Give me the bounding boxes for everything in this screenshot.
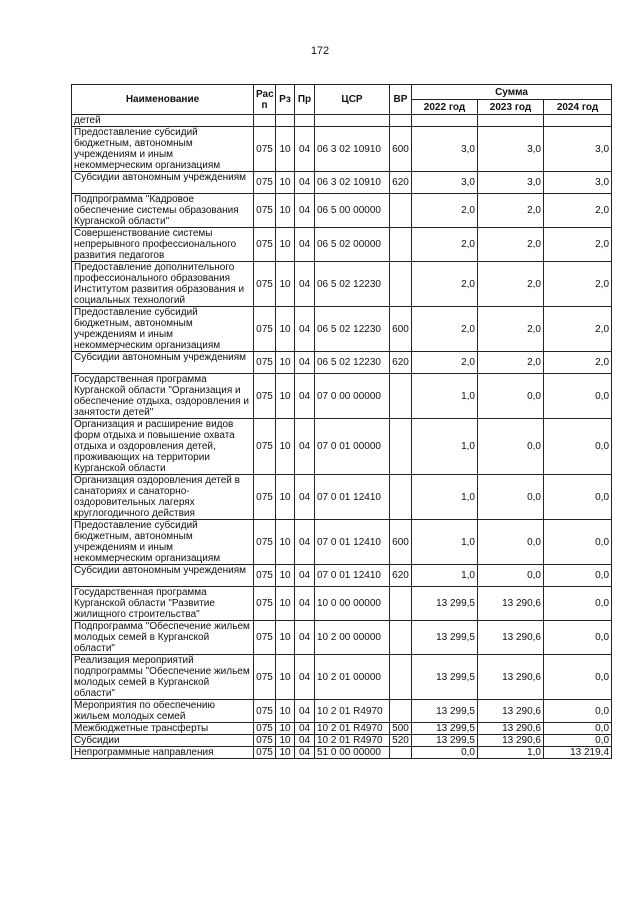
cell-pr: 04: [295, 747, 315, 759]
cell-2024: 0,0: [544, 735, 612, 747]
cell-2023: 13 290,6: [478, 700, 544, 723]
cell-vr: [390, 747, 412, 759]
cell-csr: 07 0 01 00000: [315, 419, 390, 475]
cell-rasp: 075: [254, 374, 276, 419]
cell-vr: [390, 621, 412, 655]
item-name: Субсидии автономным учреждениям: [72, 565, 254, 587]
cell-2024: 0,0: [544, 374, 612, 419]
header-2024: 2024 год: [544, 100, 612, 115]
cell-2023: 0,0: [478, 520, 544, 565]
cell-rasp: 075: [254, 352, 276, 374]
cell-rz: 10: [276, 747, 295, 759]
cell-2022: 2,0: [412, 352, 478, 374]
cell-vr: [390, 374, 412, 419]
cell-rasp: 075: [254, 419, 276, 475]
table-row: [72, 262, 612, 307]
cell-pr: 04: [295, 520, 315, 565]
table-row: [72, 723, 612, 735]
cell-vr: 600: [390, 127, 412, 172]
cell-pr: 04: [295, 307, 315, 352]
cell-2022: 13 299,5: [412, 587, 478, 621]
table-row: [72, 115, 612, 127]
page-number: 172: [310, 45, 330, 57]
cell-csr: 06 5 00 00000: [315, 194, 390, 228]
cell-pr: 04: [295, 127, 315, 172]
table-row: [72, 475, 612, 520]
cell-2023: 2,0: [478, 228, 544, 262]
cell-2024: 2,0: [544, 194, 612, 228]
item-name: Субсидии: [72, 735, 254, 747]
item-name: Межбюджетные трансферты: [72, 723, 254, 735]
cell-pr: 04: [295, 228, 315, 262]
cell-2022: [412, 115, 478, 127]
cell-pr: 04: [295, 735, 315, 747]
cell-vr: [390, 655, 412, 700]
cell-csr: 10 2 01 R4970: [315, 735, 390, 747]
cell-vr: [390, 262, 412, 307]
item-name: Государственная программа Курганской области "Организация и обеспечение отдыха, оздоровления и занятости детей": [72, 374, 254, 419]
table-row: [72, 655, 612, 700]
cell-2022: 13 299,5: [412, 655, 478, 700]
cell-2023: 3,0: [478, 172, 544, 194]
cell-2023: 0,0: [478, 565, 544, 587]
cell-rz: 10: [276, 172, 295, 194]
item-name: Подпрограмма "Обеспечение жильем молодых семей в Курганской области": [72, 621, 254, 655]
cell-csr: 10 2 00 00000: [315, 621, 390, 655]
table-row: [72, 127, 612, 172]
cell-vr: 600: [390, 520, 412, 565]
header-vr: ВР: [390, 85, 412, 115]
cell-2023: 13 290,6: [478, 723, 544, 735]
cell-2022: 1,0: [412, 520, 478, 565]
cell-pr: [295, 115, 315, 127]
cell-2024: 2,0: [544, 228, 612, 262]
cell-csr: 06 5 02 12230: [315, 307, 390, 352]
item-name: Непрограммные направления: [72, 747, 254, 759]
header-sum: Сумма: [412, 85, 612, 100]
cell-2022: 3,0: [412, 127, 478, 172]
cell-csr: 10 0 00 00000: [315, 587, 390, 621]
cell-rz: 10: [276, 262, 295, 307]
cell-vr: 600: [390, 307, 412, 352]
cell-rz: 10: [276, 194, 295, 228]
table-row: [72, 194, 612, 228]
cell-csr: [315, 115, 390, 127]
cell-csr: 10 2 01 00000: [315, 655, 390, 700]
table-row: [72, 374, 612, 419]
cell-vr: [390, 587, 412, 621]
item-name: Подпрограмма "Кадровое обеспечение системы образования Курганской области": [72, 194, 254, 228]
cell-csr: 06 5 02 12230: [315, 262, 390, 307]
cell-vr: 500: [390, 723, 412, 735]
table-row: [72, 621, 612, 655]
item-name: Субсидии автономным учреждениям: [72, 172, 254, 194]
cell-2024: 0,0: [544, 587, 612, 621]
cell-2024: 2,0: [544, 307, 612, 352]
cell-rasp: 075: [254, 723, 276, 735]
item-name: Предоставление дополнительного профессионального образования Институтом развития образования и социальных технологий: [72, 262, 254, 307]
item-name: детей: [72, 115, 254, 127]
cell-2023: 13 290,6: [478, 735, 544, 747]
cell-2024: 0,0: [544, 419, 612, 475]
cell-csr: 10 2 01 R4970: [315, 700, 390, 723]
cell-2024: 0,0: [544, 723, 612, 735]
cell-2024: 0,0: [544, 520, 612, 565]
item-name: Совершенствование системы непрерывного профессионального развития педагогов: [72, 228, 254, 262]
cell-rz: 10: [276, 127, 295, 172]
cell-2023: 2,0: [478, 194, 544, 228]
header-rasp-top: Рас: [256, 88, 274, 100]
cell-vr: [390, 475, 412, 520]
item-name: Субсидии автономным учреждениям: [72, 352, 254, 374]
item-name: Реализация мероприятий подпрограммы "Обеспечение жильем молодых семей в Курганской области": [72, 655, 254, 700]
cell-rz: 10: [276, 520, 295, 565]
cell-rz: 10: [276, 228, 295, 262]
cell-2022: 2,0: [412, 262, 478, 307]
cell-rasp: 075: [254, 587, 276, 621]
cell-rz: 10: [276, 307, 295, 352]
cell-vr: 620: [390, 565, 412, 587]
header-name: Наименование: [72, 85, 254, 115]
table-row: [72, 735, 612, 747]
cell-rasp: 075: [254, 747, 276, 759]
cell-rz: 10: [276, 587, 295, 621]
cell-vr: [390, 115, 412, 127]
header-rz: Рз: [276, 85, 295, 115]
cell-2022: 13 299,5: [412, 735, 478, 747]
cell-2023: 3,0: [478, 127, 544, 172]
cell-2024: 3,0: [544, 172, 612, 194]
cell-pr: 04: [295, 475, 315, 520]
cell-pr: 04: [295, 374, 315, 419]
header-2022: 2022 год: [412, 100, 478, 115]
header-csr: ЦСР: [315, 85, 390, 115]
cell-csr: 07 0 01 12410: [315, 475, 390, 520]
cell-rasp: 075: [254, 307, 276, 352]
cell-2022: 1,0: [412, 419, 478, 475]
cell-csr: 07 0 00 00000: [315, 374, 390, 419]
cell-rasp: 075: [254, 172, 276, 194]
budget-table: [71, 84, 612, 759]
cell-rz: 10: [276, 352, 295, 374]
cell-2023: 0,0: [478, 374, 544, 419]
cell-rz: 10: [276, 419, 295, 475]
header-rasp-bottom: п: [261, 99, 268, 111]
item-name: Предоставление субсидий бюджетным, автономным учреждениям и иным некоммерческим организациям: [72, 307, 254, 352]
cell-csr: 06 5 02 00000: [315, 228, 390, 262]
table-row: [72, 747, 612, 759]
cell-pr: 04: [295, 700, 315, 723]
table-row: [72, 587, 612, 621]
cell-2022: 13 299,5: [412, 723, 478, 735]
cell-2023: 13 290,6: [478, 587, 544, 621]
header-pr: Пр: [295, 85, 315, 115]
cell-rz: [276, 115, 295, 127]
cell-rasp: 075: [254, 262, 276, 307]
cell-rz: 10: [276, 621, 295, 655]
item-name: Государственная программа Курганской области "Развитие жилищного строительства": [72, 587, 254, 621]
cell-pr: 04: [295, 194, 315, 228]
cell-rz: 10: [276, 565, 295, 587]
header-rasp: [254, 85, 276, 115]
cell-2024: 0,0: [544, 655, 612, 700]
cell-2022: 1,0: [412, 565, 478, 587]
cell-pr: 04: [295, 621, 315, 655]
cell-vr: 520: [390, 735, 412, 747]
item-name: Предоставление субсидий бюджетным, автономным учреждениям и иным некоммерческим организациям: [72, 520, 254, 565]
cell-rz: 10: [276, 374, 295, 419]
cell-rasp: 075: [254, 700, 276, 723]
cell-pr: 04: [295, 587, 315, 621]
cell-rz: 10: [276, 475, 295, 520]
cell-2023: 13 290,6: [478, 621, 544, 655]
cell-2022: 13 299,5: [412, 700, 478, 723]
cell-rz: 10: [276, 735, 295, 747]
cell-2024: [544, 115, 612, 127]
cell-2023: 2,0: [478, 262, 544, 307]
cell-2023: 0,0: [478, 475, 544, 520]
cell-2024: 3,0: [544, 127, 612, 172]
table-row: [72, 520, 612, 565]
cell-csr: 06 5 02 12230: [315, 352, 390, 374]
cell-pr: 04: [295, 419, 315, 475]
table-row: [72, 307, 612, 352]
table-row: [72, 700, 612, 723]
table-row: [72, 565, 612, 587]
table-body: [72, 115, 612, 759]
table-row: [72, 228, 612, 262]
cell-rasp: 075: [254, 228, 276, 262]
cell-2024: 2,0: [544, 352, 612, 374]
cell-vr: [390, 228, 412, 262]
cell-2022: 3,0: [412, 172, 478, 194]
cell-2022: 1,0: [412, 475, 478, 520]
cell-2023: 2,0: [478, 307, 544, 352]
cell-csr: 06 3 02 10910: [315, 127, 390, 172]
cell-rasp: 075: [254, 735, 276, 747]
cell-vr: [390, 419, 412, 475]
cell-2022: 2,0: [412, 228, 478, 262]
cell-2024: 0,0: [544, 621, 612, 655]
cell-rasp: 075: [254, 194, 276, 228]
cell-rasp: 075: [254, 655, 276, 700]
cell-rasp: 075: [254, 565, 276, 587]
cell-rz: 10: [276, 655, 295, 700]
cell-pr: 04: [295, 172, 315, 194]
cell-2023: 1,0: [478, 747, 544, 759]
cell-pr: 04: [295, 262, 315, 307]
cell-pr: 04: [295, 565, 315, 587]
cell-rasp: 075: [254, 520, 276, 565]
cell-rz: 10: [276, 700, 295, 723]
cell-2022: 0,0: [412, 747, 478, 759]
cell-rz: 10: [276, 723, 295, 735]
cell-2022: 1,0: [412, 374, 478, 419]
table-row: [72, 352, 612, 374]
item-name: Мероприятия по обеспечению жильем молодых семей: [72, 700, 254, 723]
item-name: Организация и расширение видов форм отдыха и повышение охвата отдыха и оздоровления детей, проживающих на территории Курганской области: [72, 419, 254, 475]
header-2023: 2023 год: [478, 100, 544, 115]
cell-2023: 0,0: [478, 419, 544, 475]
cell-pr: 04: [295, 655, 315, 700]
cell-csr: 51 0 00 00000: [315, 747, 390, 759]
cell-rasp: 075: [254, 621, 276, 655]
cell-vr: 620: [390, 352, 412, 374]
cell-2022: 2,0: [412, 194, 478, 228]
cell-csr: 06 3 02 10910: [315, 172, 390, 194]
cell-2024: 0,0: [544, 700, 612, 723]
item-name: Предоставление субсидий бюджетным, автономным учреждениям и иным некоммерческим организациям: [72, 127, 254, 172]
cell-2023: 13 290,6: [478, 655, 544, 700]
cell-2024: 2,0: [544, 262, 612, 307]
cell-rasp: 075: [254, 475, 276, 520]
table-row: [72, 172, 612, 194]
cell-2024: 13 219,4: [544, 747, 612, 759]
cell-rasp: 075: [254, 127, 276, 172]
cell-pr: 04: [295, 723, 315, 735]
cell-2023: 2,0: [478, 352, 544, 374]
cell-vr: 620: [390, 172, 412, 194]
table-row: [72, 419, 612, 475]
cell-pr: 04: [295, 352, 315, 374]
cell-2023: [478, 115, 544, 127]
cell-rasp: [254, 115, 276, 127]
cell-vr: [390, 700, 412, 723]
cell-csr: 10 2 01 R4970: [315, 723, 390, 735]
cell-2024: 0,0: [544, 565, 612, 587]
cell-2024: 0,0: [544, 475, 612, 520]
cell-csr: 07 0 01 12410: [315, 565, 390, 587]
item-name: Организация оздоровления детей в санаториях и санаторно-оздоровительных лагерях круглогодичного действия: [72, 475, 254, 520]
cell-csr: 07 0 01 12410: [315, 520, 390, 565]
cell-2022: 13 299,5: [412, 621, 478, 655]
cell-vr: [390, 194, 412, 228]
cell-2022: 2,0: [412, 307, 478, 352]
